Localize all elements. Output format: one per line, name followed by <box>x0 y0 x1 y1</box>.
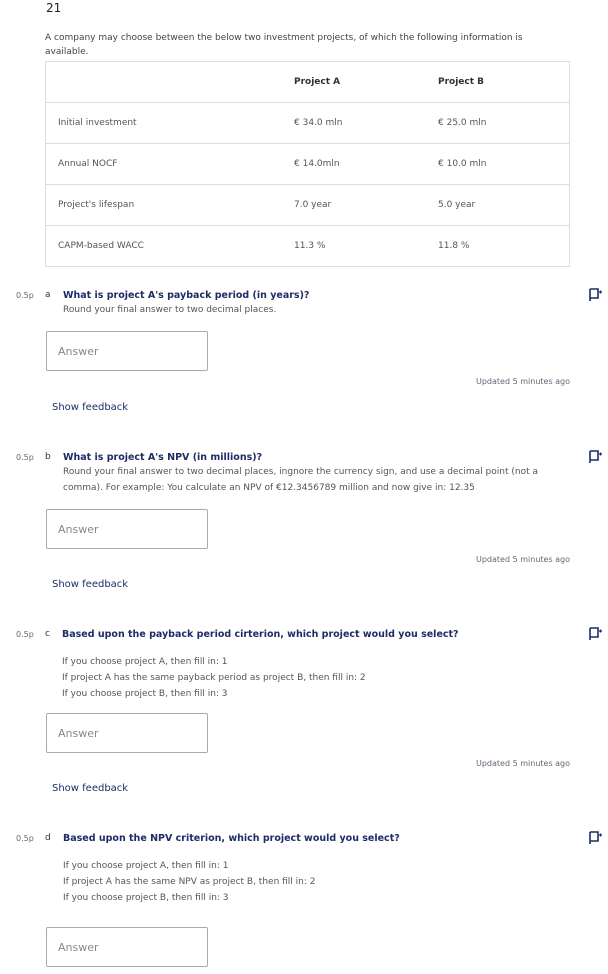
instruction-line: If you choose project B, then fill in: 3 <box>63 893 229 903</box>
table-cell: Initial investment <box>46 103 295 144</box>
instruction-line: If project A has the same NPV as project B, then fill in: 2 <box>63 877 316 887</box>
question-number: 21 <box>46 1 62 15</box>
answer-input-a[interactable] <box>46 331 208 371</box>
flag-question-icon[interactable] <box>588 627 602 641</box>
instruction-line: If you choose project B, then fill in: 3 <box>62 689 228 699</box>
table-cell: 11.3 % <box>294 226 438 267</box>
table-cell: Annual NOCF <box>46 144 295 185</box>
table-row <box>46 185 570 226</box>
instruction-line: Round your final answer to two decimal places, ingnore the currency sign, and use a decimal point (not a <box>63 467 538 477</box>
subquestion-instructions <box>62 654 366 702</box>
subquestion-title: Based upon the payback period cirterion, which project would you select? <box>62 629 459 640</box>
updated-timestamp: Updated 5 minutes ago <box>476 555 571 564</box>
points-label: 0.5p <box>16 630 34 639</box>
table-cell: € 14.0mln <box>294 144 438 185</box>
instruction-line: If project A has the same payback period as project B, then fill in: 2 <box>62 673 366 683</box>
subquestion-instructions <box>63 858 316 906</box>
table-row <box>46 103 570 144</box>
show-feedback-link[interactable]: Show feedback <box>52 783 129 794</box>
flag-question-icon[interactable] <box>588 450 602 464</box>
subquestion-letter: a <box>45 290 51 300</box>
instruction-line: If you choose project A, then fill in: 1 <box>63 861 229 871</box>
updated-timestamp: Updated 5 minutes ago <box>476 377 571 386</box>
instruction-line: Round your final answer to two decimal places. <box>63 305 277 315</box>
flag-question-icon[interactable] <box>588 288 602 302</box>
table-cell: 11.8 % <box>438 226 570 267</box>
table-cell: 7.0 year <box>294 185 438 226</box>
projects-table <box>45 61 570 267</box>
show-feedback-link[interactable]: Show feedback <box>52 402 129 413</box>
table-row <box>46 226 570 267</box>
subquestion-letter: c <box>45 629 50 639</box>
subquestion-letter: d <box>45 833 51 843</box>
table-cell: € 10.0 mln <box>438 144 570 185</box>
instruction-line: If you choose project A, then fill in: 1 <box>62 657 228 667</box>
answer-input-b[interactable] <box>46 509 208 549</box>
instruction-line: comma). For example: You calculate an NPV of €12.3456789 million and now give in: 12.35 <box>63 483 475 493</box>
show-feedback-link[interactable]: Show feedback <box>52 579 129 590</box>
subquestion-title: Based upon the NPV criterion, which project would you select? <box>63 833 400 844</box>
flag-question-icon[interactable] <box>588 831 602 845</box>
table-cell: € 25.0 mln <box>438 103 570 144</box>
table-header-row <box>46 62 570 103</box>
table-cell: Project's lifespan <box>46 185 295 226</box>
points-label: 0.5p <box>16 834 34 843</box>
table-header <box>46 62 295 103</box>
subquestion-instructions <box>63 302 276 318</box>
subquestion-instructions <box>63 464 538 496</box>
answer-input-d[interactable] <box>46 927 208 967</box>
subquestion-title: What is project A's payback period (in years)? <box>63 290 310 301</box>
points-label: 0.5p <box>16 291 34 300</box>
table-header: Project A <box>294 62 438 103</box>
updated-timestamp: Updated 5 minutes ago <box>476 759 571 768</box>
answer-input-c[interactable] <box>46 713 208 753</box>
question-intro: A company may choose between the below two investment projects, of which the following information is available. <box>45 33 523 57</box>
subquestion-letter: b <box>45 452 51 462</box>
subquestion-title: What is project A's NPV (in millions)? <box>63 452 263 463</box>
points-label: 0.5p <box>16 453 34 462</box>
table-header: Project B <box>438 62 570 103</box>
table-cell: 5.0 year <box>438 185 570 226</box>
table-row <box>46 144 570 185</box>
table-cell: CAPM-based WACC <box>46 226 295 267</box>
table-cell: € 34.0 mln <box>294 103 438 144</box>
